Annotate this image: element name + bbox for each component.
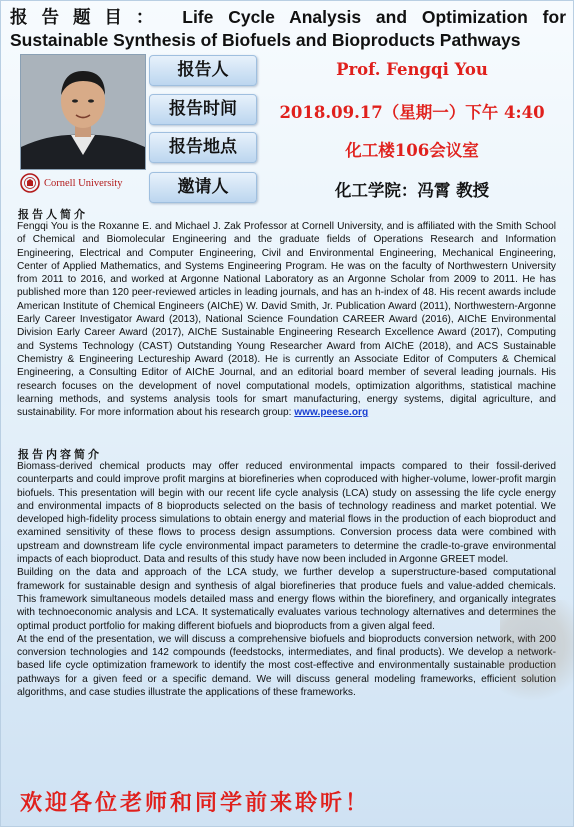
location-label: 报告地点 <box>149 132 257 163</box>
abstract-paragraph-3: At the end of the presentation, we will discuss a comprehensive biofuels and bioproducts conversion network, with 200 conversion technologies and 142 compounds (feedstocks, intermediates, and final products). We develop a network-based life cycle optimization framework to identify the most cost-effective and environmentally sustainable production pathways for a given feed or a specific demand. We will discuss general modeling frameworks, efficient solution algorithms, and case studies illustrate the applications of these frameworks. <box>17 633 556 699</box>
title-prefix: 报告题目： <box>10 8 168 28</box>
abstract-text-block <box>17 460 556 699</box>
talk-location: 化工楼106会议室 <box>345 141 479 160</box>
abstract-heading: 报告内容简介 <box>18 448 102 461</box>
abstract-paragraph-1: Biomass-derived chemical products may offer reduced environmental impacts compared to their fossil-derived counterparts and could improve profit margins at biorefineries when coproduced with higher-volume, lower-profit margin biofuels. This presentation will begin with our recent life cycle analysis (LCA) study on assessing the life cycle energy and environmental impacts of 8 bioproducts selected on the basis of technology readiness and market potential. We developed high-fidelity process simulations to obtain energy and material flows in the production of each bioproduct and examined sensitivity of these flows to process design assumptions. Conversion process data were combined with upstream and downstream life cycle environmental impact parameters to determine the cradle-to-grave environmental impacts of each bioproduct. Data and results of this study have now been included in Argonne GREET model. <box>17 461 556 566</box>
speaker-label: 报告人 <box>149 55 257 86</box>
background-watermark <box>500 600 574 710</box>
host-name: 化工学院：冯霄 教授 <box>334 181 490 200</box>
host-label: 邀请人 <box>149 172 257 203</box>
cornell-logo <box>20 172 146 194</box>
speaker-photo <box>20 54 146 170</box>
time-label: 报告时间 <box>149 94 257 125</box>
cornell-seal-icon <box>20 173 40 193</box>
bio-heading: 报告人简介 <box>18 208 88 221</box>
research-group-link[interactable]: www.peese.org <box>294 407 369 419</box>
talk-time: 2018.09.17（星期一）下午 4:40 <box>279 103 545 122</box>
welcome-footer: 欢迎各位老师和同学前来聆听！ <box>20 790 371 816</box>
cornell-logo-text: Cornell University <box>44 177 123 189</box>
title-line-2: Sustainable Synthesis of Biofuels and Bioproducts Pathways <box>10 30 521 50</box>
speaker-name: Prof. Fengqi You <box>336 60 488 79</box>
title-line-1: Life Cycle Analysis and Optimization for <box>182 7 567 27</box>
bio-text: Fengqi You is the Roxanne E. and Michael J. Zak Professor at Cornell University, and is affiliated with the Smith School of Chemical and Biomolecular Engineering and the graduate fields of Operations Research and Information Engineering, Electrical and Computer Engineering, Civil and Environmental Engineering, Mechanical Engineering, Center of Applied Mathematics, and Systems Engineering Program. He was on the faculty of Northwestern University from 2011 to 2016, and worked at Argonne National Laboratory as an Argonne Scholar from 2009 to 2011. He has published more than 120 peer-reviewed articles in leading journals, and has an h-index of 48. His recent awards include American Institute of Chemical Engineers (AIChE) W. David Smith, Jr. Publication Award (2011), Northwestern-Argonne Early Career Investigator Award (2013), National Science Foundation CAREER Award (2016), AIChE Environmental Division Early Career Award (2017), AIChE Sustainable Engineering Research Excellence Award (2017), Computing and Systems Technology (CAST) Outstanding Young Researcher Award from AIChE (2018), and ACS Sustainable Chemistry & Engineering Lectureship Award (2018). He is currently an Associate Editor of Computers & Chemical Engineering, a Consulting Editor of AIChE Journal, and an editorial board member of several leading journals. His research focuses on the development of novel computational models, optimization algorithms, statistical machine learning methods, and systems analysis tools for smart manufacturing, energy systems, digital agriculture, and sustainability. For more information about his research group: <box>17 221 556 419</box>
bio-text-block <box>17 220 556 419</box>
abstract-paragraph-2: Building on the data and approach of the LCA study, we further develop a superstructure-based computational framework for sustainable design and synthesis of algal biorefineries that produce fuels and value-added chemicals. This framework simultaneous models detailed mass and energy flows within the biorefinery, and organically integrates with technoeconomic analysis and LCA. It systematically evaluates various technology alternatives and determines the optimal product portfolio for making different biofuels and bioproducts from a given algal feed. <box>17 567 556 632</box>
talk-title <box>10 6 566 51</box>
